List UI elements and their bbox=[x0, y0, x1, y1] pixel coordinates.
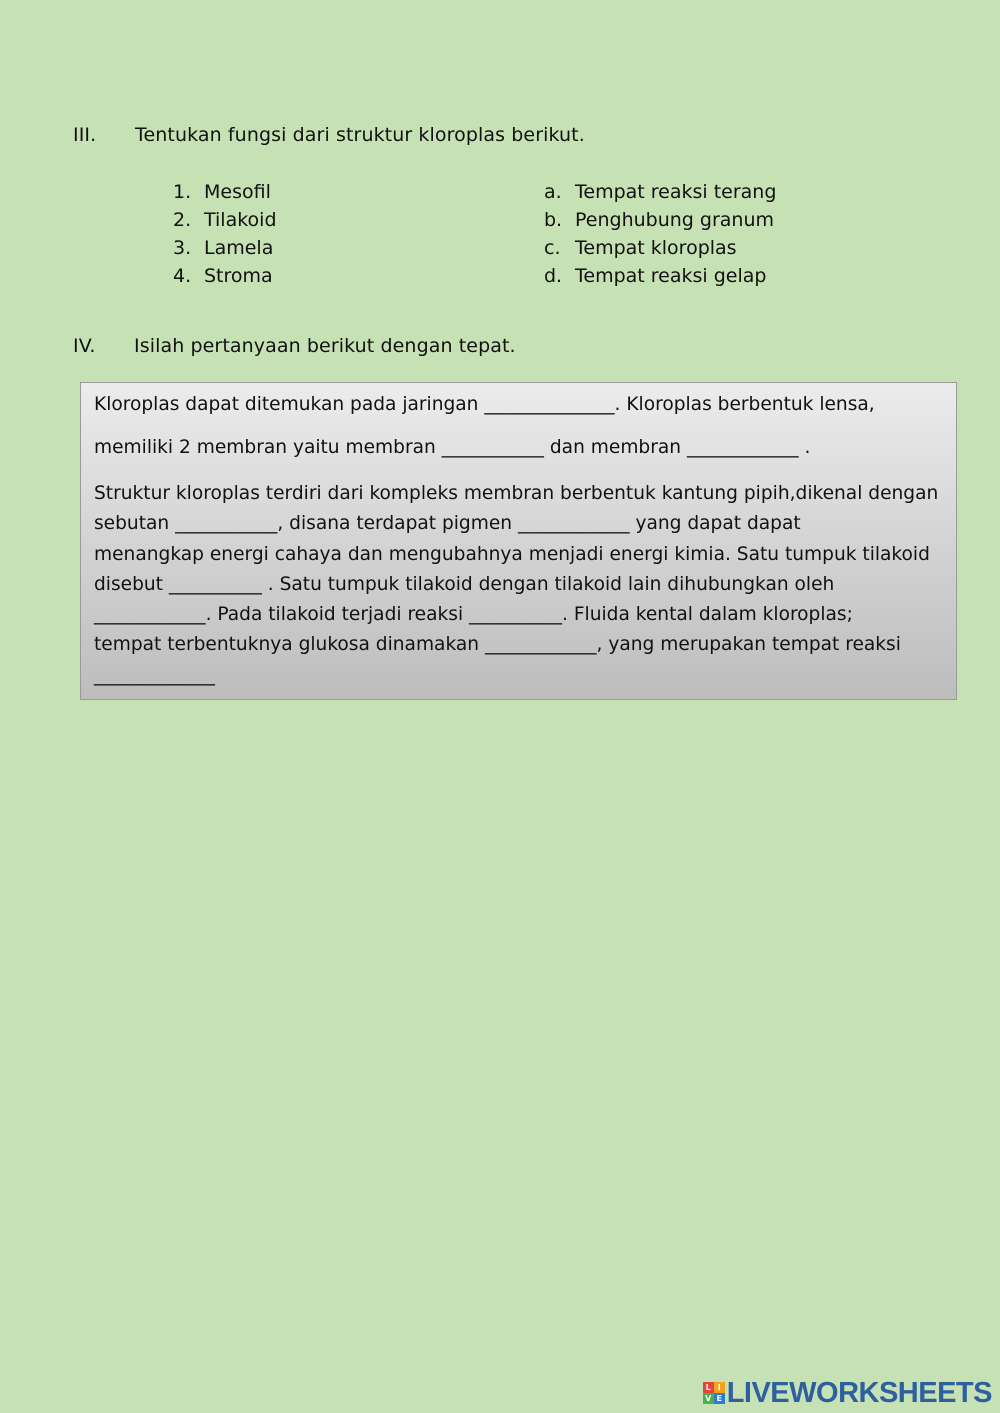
passage-line: menangkap energi cahaya dan mengubahnya menjadi energi kimia. Satu tumpuk tilakoid bbox=[94, 543, 930, 565]
item-label: Penghubung granum bbox=[575, 209, 775, 231]
passage-paragraph-1: Kloroplas dapat ditemukan pada jaringan ______________. Kloroplas berbentuk lensa, bbox=[94, 394, 875, 415]
section-instruction: Isilah pertanyaan berikut dengan tepat. bbox=[134, 335, 516, 357]
item-letter: d. bbox=[544, 265, 563, 287]
passage-paragraph-3 bbox=[94, 479, 944, 691]
item-number: 1. bbox=[173, 181, 192, 203]
structure-item[interactable] bbox=[173, 206, 277, 234]
section-number: IV. bbox=[73, 335, 96, 357]
liveworksheets-logo[interactable] bbox=[703, 1376, 992, 1410]
passage-line: ____________. Pada tilakoid terjadi reaksi __________. Fluida kental dalam kloroplas; bbox=[94, 604, 853, 626]
function-item[interactable] bbox=[544, 262, 776, 290]
item-number: 4. bbox=[173, 265, 192, 287]
item-label: Tempat reaksi terang bbox=[575, 181, 777, 203]
item-label: Tempat reaksi gelap bbox=[575, 265, 767, 287]
logo-tile-1: I bbox=[714, 1382, 725, 1393]
section-instruction: Tentukan fungsi dari struktur kloroplas berikut. bbox=[135, 124, 585, 146]
function-item[interactable] bbox=[544, 234, 776, 262]
function-item[interactable] bbox=[544, 178, 776, 206]
fill-in-passage-box bbox=[80, 382, 957, 700]
logo-tile-0: L bbox=[703, 1382, 714, 1393]
item-label: Tempat kloroplas bbox=[575, 237, 737, 259]
logo-tile-2: V bbox=[703, 1393, 714, 1404]
brand-wordmark: LIVEWORKSHEETS bbox=[726, 1376, 992, 1409]
structure-item[interactable] bbox=[173, 178, 277, 206]
item-number: 3. bbox=[173, 237, 192, 259]
item-number: 2. bbox=[173, 209, 192, 231]
section-number: III. bbox=[73, 124, 97, 146]
structures-list bbox=[173, 178, 277, 290]
structure-item[interactable] bbox=[173, 262, 277, 290]
logo-tile-3: E bbox=[714, 1393, 725, 1404]
item-letter: c. bbox=[544, 237, 561, 259]
passage-line: Struktur kloroplas terdiri dari kompleks membran berbentuk kantung pipih,dikenal dengan bbox=[94, 483, 939, 504]
item-label: Lamela bbox=[204, 237, 274, 259]
passage-line: tempat terbentuknya glukosa dinamakan ____________, yang merupakan tempat reaksi bbox=[94, 634, 901, 656]
logo-mark-icon bbox=[703, 1382, 725, 1404]
functions-list bbox=[544, 178, 776, 290]
item-label: Tilakoid bbox=[204, 209, 277, 231]
passage-line: sebutan ___________, disana terdapat pigmen ____________ yang dapat dapat bbox=[94, 513, 801, 535]
function-item[interactable] bbox=[544, 206, 776, 234]
item-label: Stroma bbox=[204, 265, 273, 287]
passage-paragraph-2: memiliki 2 membran yaitu membran ___________ dan membran ____________ . bbox=[94, 437, 811, 458]
item-letter: a. bbox=[544, 181, 562, 203]
item-label: Mesofil bbox=[204, 181, 271, 203]
passage-line: disebut __________ . Satu tumpuk tilakoid dengan tilakoid lain dihubungkan oleh bbox=[94, 573, 835, 595]
item-letter: b. bbox=[544, 209, 563, 231]
structure-item[interactable] bbox=[173, 234, 277, 262]
passage-line: _____________ bbox=[94, 664, 215, 686]
